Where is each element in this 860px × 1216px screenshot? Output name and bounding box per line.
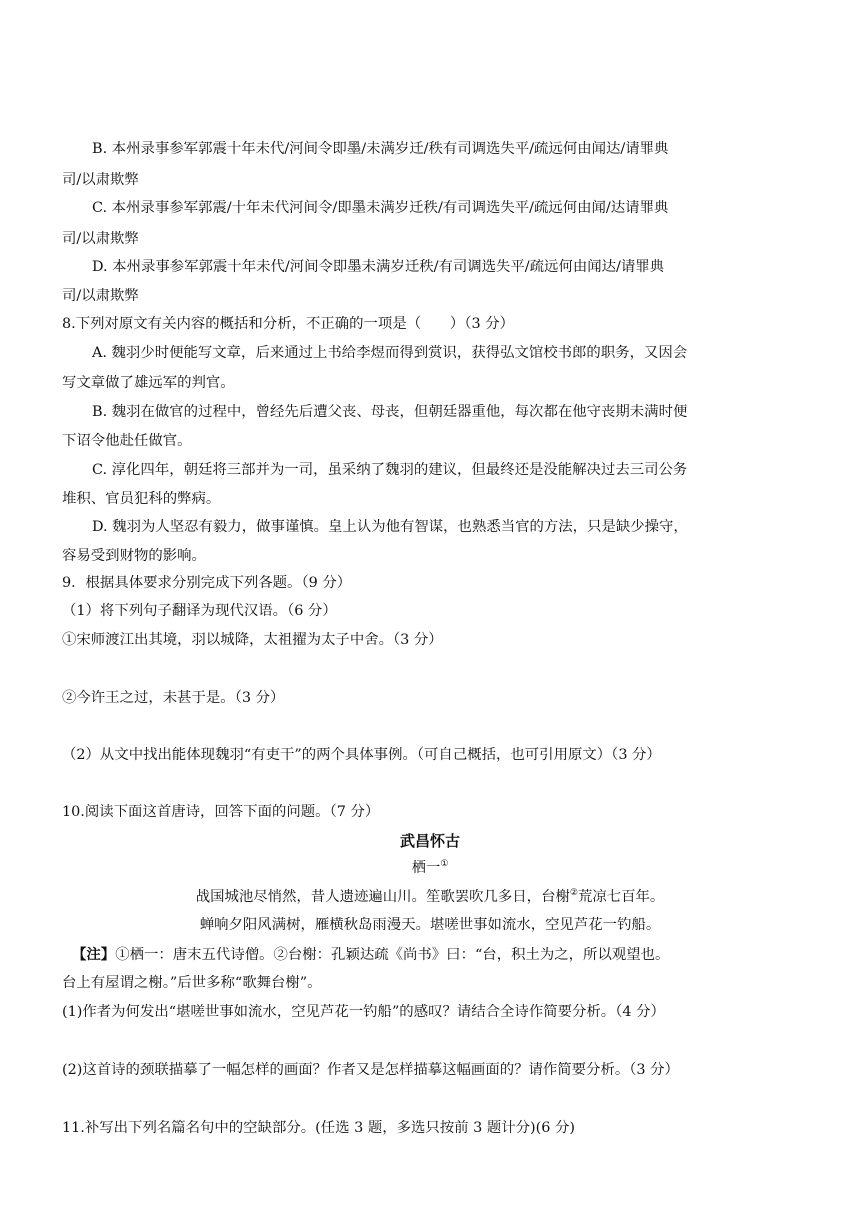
q7-option-d-line2: 司/以肃欺弊 (62, 288, 139, 304)
poem-verse-1-part-b: 荒凉七百年。 (577, 889, 665, 905)
author-footnote-mark: ① (440, 859, 449, 870)
q8-option-c-line1: C. 淳化四年，朝廷将三部并为一司，虽采纳了魏羽的建议，但最终还是没能解决过去三司公务 (92, 462, 688, 478)
q11-stem: 11.补写出下列名篇名句中的空缺部分。(任选 3 题，多选只按前 3 题计分)(6 分) (62, 1120, 576, 1136)
poem-notes-line1 (72, 946, 804, 964)
q7-option-c-line2: 司/以肃欺弊 (62, 231, 139, 247)
q7-option-c-line1: C. 本州录事参军郭震/十年未代河间令/即墨未满岁迁秩/有司调选失平/疏远何由闻/达请罪典 (92, 200, 669, 216)
q8-option-d-line2: 容易受到财物的影响。 (62, 548, 206, 564)
poem-verse-1-part-a: 战国城池尽悄然，昔人遗迹遍山川。笙歌罢吹几多日，台榭 (195, 889, 570, 905)
q8-option-b-line2: 下诏令他赴任做官。 (62, 433, 192, 449)
q8-option-d-line1: D. 魏羽为人坚忍有毅力，做事谨慎。皇上认为他有智谋，也熟悉当官的方法，只是缺少操守， (92, 519, 688, 535)
q10-stem: 10.阅读下面这首唐诗，回答下面的问题。（7 分） (62, 804, 380, 820)
q7-option-b-line1: B. 本州录事参军郭震十年未代/河间令即墨/未满岁迁/秩有司调选失平/疏远何由闻达/请罪典 (92, 141, 669, 157)
note-text: ①栖一：唐末五代诗僧。②台榭：孔颖达疏《尚书》曰：“台，积土为之，所以观望也。 (115, 947, 670, 963)
q9-sentence1: ①宋师渡江出其境，羽以城降，太祖擢为太子中舍。（3 分） (62, 632, 443, 648)
q9-part2: （2）从文中找出能体现魏羽“有吏干”的两个具体事例。（可自己概括，也可引用原文）（3 分） (62, 747, 661, 763)
verse-footnote-mark: ② (569, 888, 578, 899)
note-label: 【注】 (72, 946, 116, 963)
poem-author (0, 860, 860, 877)
q7-option-d-line1: D. 本州录事参军郭震十年未代/河间令即墨未满岁迁秩/有司调选失平/疏远何由闻达/请罪典 (92, 259, 665, 275)
q8-stem: 8.下列对原文有关内容的概括和分析，不正确的一项是（ ）（3 分） (62, 316, 514, 332)
q10-sub2: (2)这首诗的颈联描摹了一幅怎样的画面？作者又是怎样描摹这幅画面的？请作简要分析。（3 分） (62, 1062, 679, 1078)
q8-option-a-line1: A. 魏羽少时便能写文章，后来通过上书给李煜而得到赏识，获得弘文馆校书郎的职务，又因会 (92, 345, 688, 361)
poem-title: 武昌怀古 (399, 832, 460, 850)
q9-part1: （1）将下列句子翻译为现代汉语。（6 分） (62, 603, 337, 619)
q8-option-c-line2: 堆积、官员犯科的弊病。 (62, 491, 221, 507)
q9-stem: 9．根据具体要求分别完成下列各题。（9 分） (62, 575, 352, 591)
q8-option-b-line1: B. 魏羽在做官的过程中，曾经先后遭父丧、母丧，但朝廷器重他，每次都在他守丧期未满时便 (92, 404, 688, 420)
q9-sentence2: ②今许王之过，未甚于是。（3 分） (62, 690, 285, 706)
q8-option-a-line2: 写文章做了雄远军的判官。 (62, 375, 235, 391)
poem-notes-line2: 台上有屋谓之榭。”后世多称“歌舞台榭”。 (62, 975, 322, 991)
q7-option-b-line2: 司/以肃欺弊 (62, 172, 139, 188)
q10-sub1: (1)作者为何发出“堪嗟世事如流水，空见芦花一钓船”的感叹？请结合全诗作简要分析。（4 分） (62, 1004, 665, 1020)
poem-author-name: 栖一 (411, 860, 441, 876)
poem-verse-1 (0, 889, 860, 906)
poem-verse-2: 蝉响夕阳风满树，雁横秋岛雨漫天。堪嗟世事如流水，空见芦花一钓船。 (199, 917, 661, 933)
